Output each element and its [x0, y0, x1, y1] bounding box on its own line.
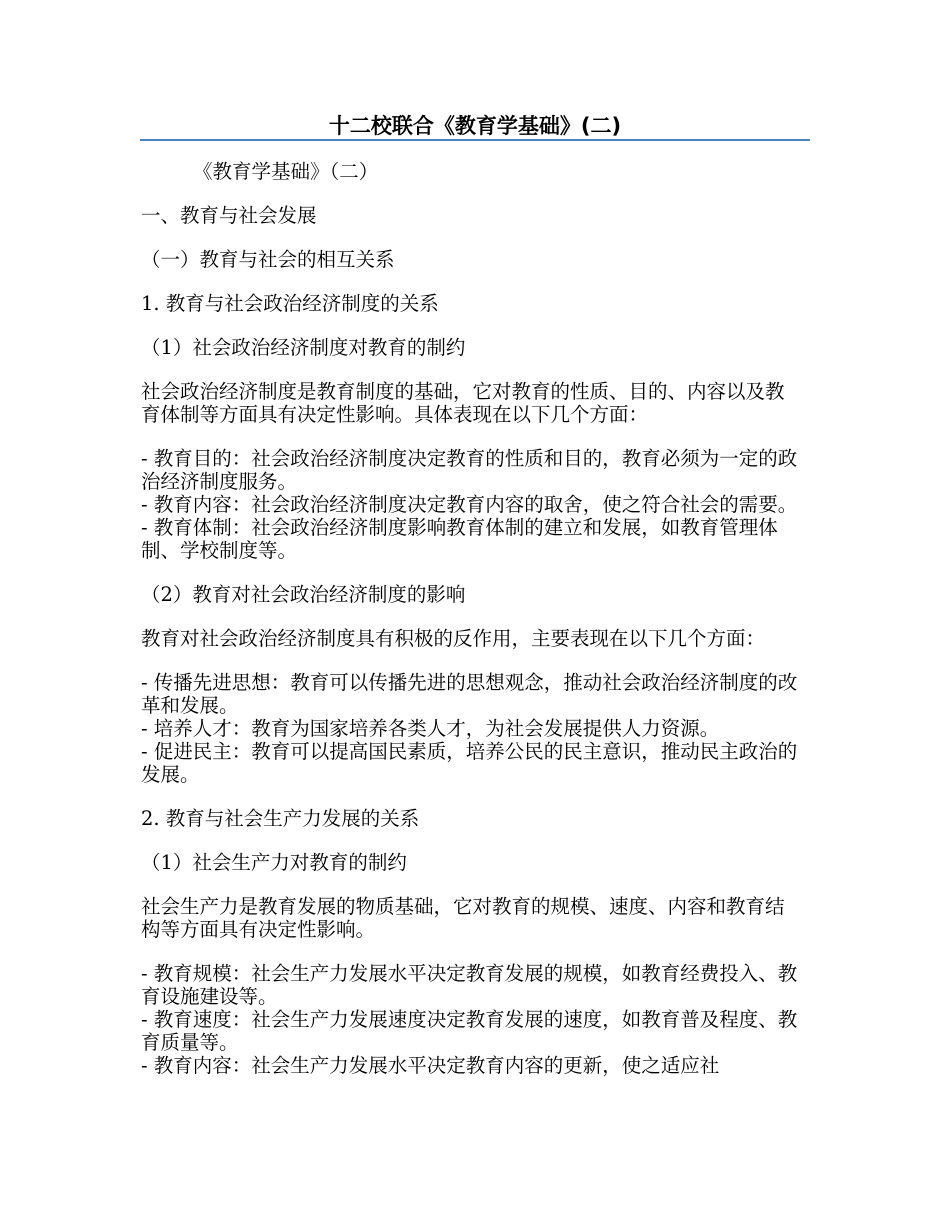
list-item: - 教育速度：社会生产力发展速度决定教育发展的速度，如教育普及程度、教育质量等。 [141, 1008, 798, 1054]
paragraph: 社会生产力是教育发展的物质基础，它对教育的规模、速度、内容和教育结构等方面具有决定性影响。 [141, 895, 785, 941]
list-item: - 教育规模：社会生产力发展水平决定教育发展的规模，如教育经费投入、教育设施建设等。 [141, 962, 798, 1008]
list-item: - 传播先进思想：教育可以传播先进的思想观念，推动社会政治经济制度的改革和发展。 [141, 671, 798, 717]
list-item: - 培养人才：教育为国家培养各类人才，为社会发展提供人力资源。 [141, 717, 720, 740]
document-subtitle: 《教育学基础》（二） [193, 160, 379, 183]
title-underline [140, 139, 810, 141]
list-item: - 促进民主：教育可以提高国民素质，培养公民的民主意识，推动民主政治的发展。 [141, 740, 798, 786]
list-item: - 教育目的：社会政治经济制度决定教育的性质和目的，教育必须为一定的政治经济制度服务。 [141, 447, 798, 493]
paragraph: 社会政治经济制度是教育制度的基础，它对教育的性质、目的、内容以及教育体制等方面具有决定性影响。具体表现在以下几个方面： [141, 380, 785, 426]
paragraph: 教育对社会政治经济制度具有积极的反作用，主要表现在以下几个方面： [141, 627, 766, 650]
topic-heading: 2. 教育与社会生产力发展的关系 [141, 807, 420, 830]
point-heading: （1）社会生产力对教育的制约 [141, 851, 407, 874]
subsection-heading: （一）教育与社会的相互关系 [141, 248, 395, 271]
list-item: - 教育体制：社会政治经济制度影响教育体制的建立和发展，如教育管理体制、学校制度等。 [141, 516, 778, 562]
topic-heading: 1. 教育与社会政治经济制度的关系 [141, 292, 439, 315]
section-heading: 一、教育与社会发展 [141, 204, 317, 227]
point-heading: （2）教育对社会政治经济制度的影响 [141, 583, 466, 606]
list-item: - 教育内容：社会政治经济制度决定教育内容的取舍，使之符合社会的需要。 [141, 493, 798, 516]
point-heading: （1）社会政治经济制度对教育的制约 [141, 336, 466, 359]
document-body [141, 160, 801, 1077]
document-title: 十二校联合《教育学基础》(二) [328, 114, 622, 138]
list-item: - 教育内容：社会生产力发展水平决定教育内容的更新，使之适应社 [141, 1054, 720, 1077]
